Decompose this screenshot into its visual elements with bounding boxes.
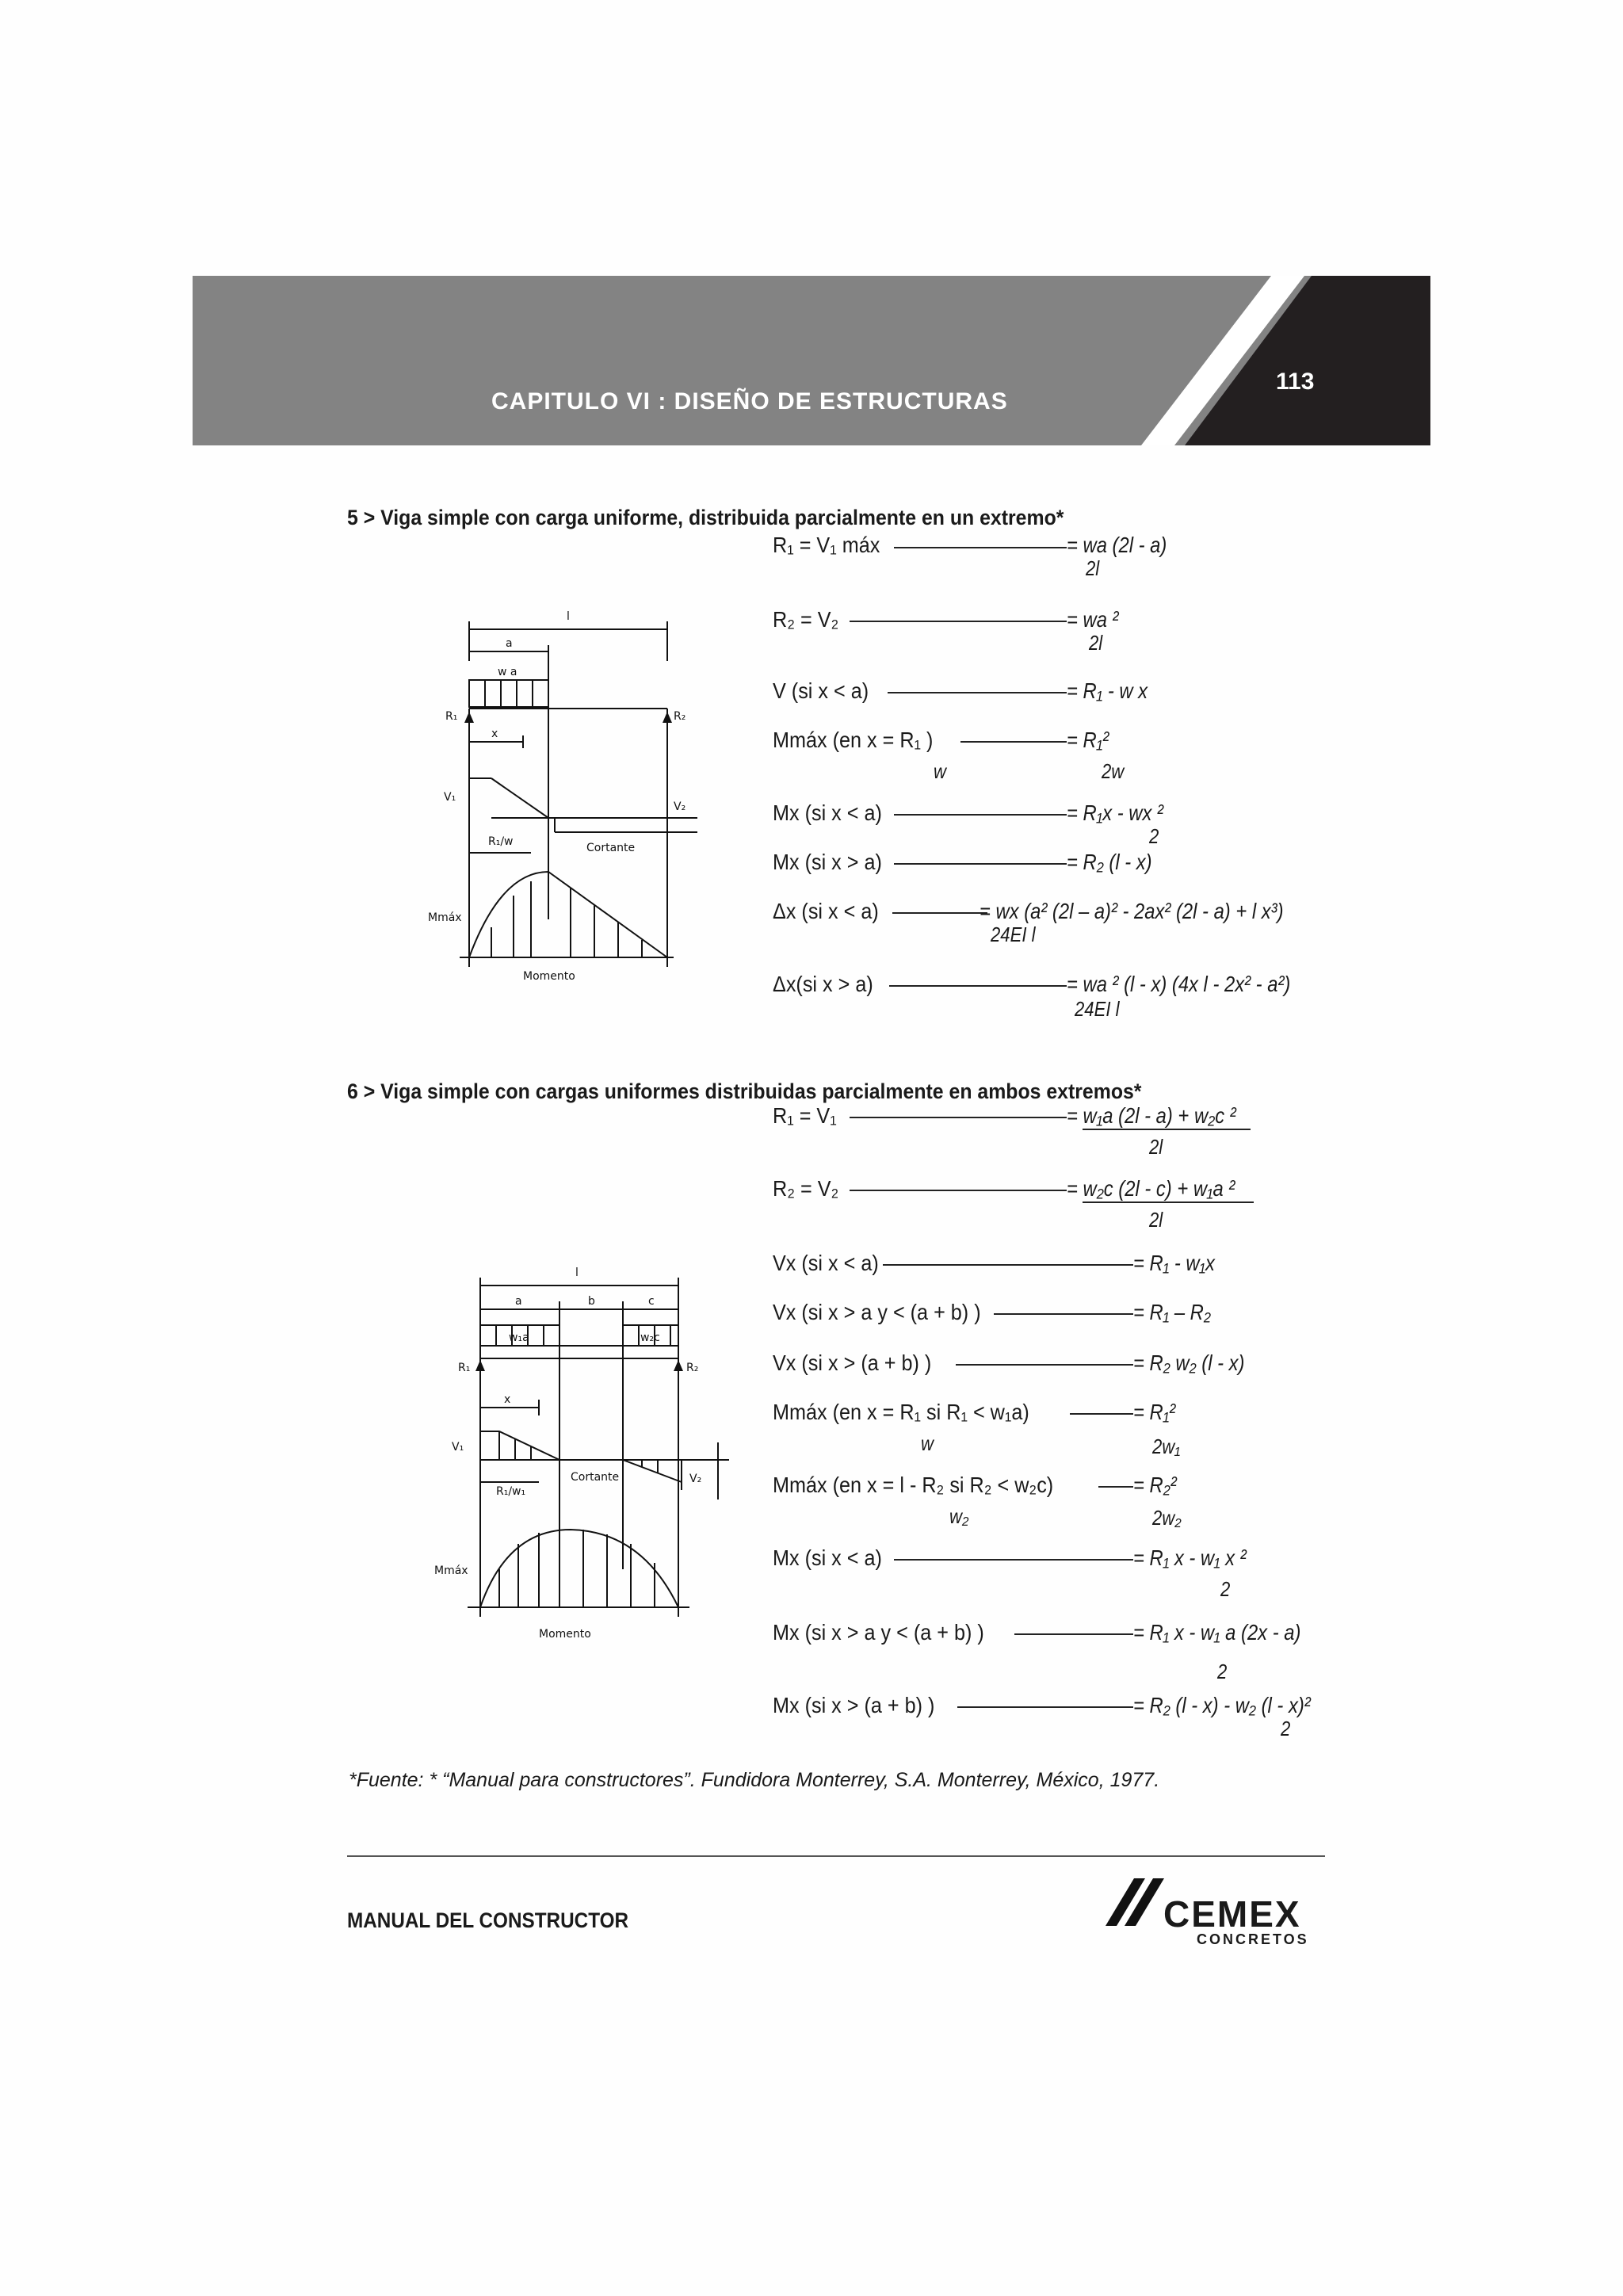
footer-divider xyxy=(347,1855,1325,1857)
s5-formula-result: = wa (2l - a) xyxy=(1067,533,1167,557)
s5-formula-denominator: 2l xyxy=(1086,556,1100,580)
s5-formula-denominator: 2 xyxy=(1149,824,1159,848)
dim-x-label: x xyxy=(504,1393,511,1406)
s5-formula-denominator: 2l xyxy=(1089,631,1103,655)
brand-logo-subtitle: CONCRETOS xyxy=(1197,1931,1309,1947)
s6-formula-label: Vx (si x < a) xyxy=(773,1251,879,1275)
s5-formula-label: Mx (si x > a) xyxy=(773,850,882,874)
s6-formula-denominator: 2w₁ xyxy=(1152,1435,1181,1458)
fraction-bar xyxy=(1083,1201,1254,1203)
dim-l-label: l xyxy=(567,610,570,623)
s5-formula-label: R₂ = V₂ xyxy=(773,607,839,632)
shear-diagram-label: Cortante xyxy=(586,842,636,854)
leader-line xyxy=(894,814,1067,816)
section-5-heading: 5 > Viga simple con carga uniforme, distribuida parcialmente en un extremo* xyxy=(347,506,1064,529)
s6-formula-result: = R₁ x - w₁ x ² xyxy=(1133,1545,1247,1570)
s6-formula-label: R₁ = V₁ xyxy=(773,1103,837,1128)
s6-formula-denominator: 2l xyxy=(1149,1135,1163,1159)
moment-diagram-label: Momento xyxy=(539,1628,591,1641)
reaction-r2-label: R₂ xyxy=(686,1362,699,1374)
cemex-logo-icon xyxy=(1106,1878,1169,1926)
dim-l-label: l xyxy=(575,1266,579,1279)
leader-line xyxy=(960,741,1067,743)
s6-formula-label: Mmáx (en x = R₁ si R₁ < w₁a) xyxy=(773,1400,1029,1424)
leader-line xyxy=(883,1264,1133,1266)
s6-formula-result: = R₂² xyxy=(1133,1473,1177,1497)
s5-formula-label: R₁ = V₁ máx xyxy=(773,533,880,557)
s6-formula-denominator: 2 xyxy=(1281,1717,1291,1740)
shear-v2-label: V₂ xyxy=(674,800,686,813)
s6-formula-label-denominator: w xyxy=(921,1431,934,1455)
s5-formula-label: Mmáx (en x = R₁ ) xyxy=(773,728,934,752)
s6-formula-label: Vx (si x > a y < (a + b) ) xyxy=(773,1300,981,1324)
load-w2c-label: w₂c xyxy=(640,1331,660,1344)
s6-formula-result: = w₁a (2l - a) + w₂c ² xyxy=(1067,1103,1236,1128)
dim-a-label: a xyxy=(506,637,513,650)
mmax-label: Mmáx xyxy=(428,911,462,924)
s5-formula-label: Mx (si x < a) xyxy=(773,800,882,825)
leader-line xyxy=(850,1190,1067,1191)
s6-formula-label: Mmáx (en x = l - R₂ si R₂ < w₂c) xyxy=(773,1473,1054,1497)
s6-formula-result: = R₁² xyxy=(1133,1400,1176,1424)
source-note: *Fuente: * “Manual para constructores”. Fundidora Monterrey, S.A. Monterrey, México, 1977. xyxy=(349,1769,1160,1791)
s5-formula-label-denominator: w xyxy=(934,759,946,783)
s5-formula-result: = wa ² xyxy=(1067,607,1119,632)
s6-formula-denominator: 2 xyxy=(1217,1660,1228,1683)
leader-line xyxy=(956,1364,1133,1366)
chapter-title: CAPITULO VI : DISEÑO DE ESTRUCTURAS xyxy=(491,388,1008,415)
section-6-heading: 6 > Viga simple con cargas uniformes distribuidas parcialmente en ambos extremos* xyxy=(347,1079,1142,1103)
s5-formula-denominator: 24EI l xyxy=(1075,997,1120,1021)
s6-formula-result: = R₁ – R₂ xyxy=(1133,1300,1211,1324)
s5-formula-label: Δx (si x < a) xyxy=(773,899,879,923)
s6-formula-label: Mx (si x > a y < (a + b) ) xyxy=(773,1620,984,1645)
s5-formula-result: = wa ² (l - x) (4x l - 2x² - a²) xyxy=(1067,972,1291,996)
s6-formula-denominator: 2w₂ xyxy=(1152,1506,1182,1530)
dim-a-label: a xyxy=(515,1295,522,1308)
leader-line xyxy=(850,621,1067,622)
s6-formula-label: R₂ = V₂ xyxy=(773,1176,839,1201)
s5-formula-label: V (si x < a) xyxy=(773,678,869,703)
brand-logo-wordmark: CEMEX xyxy=(1163,1893,1301,1935)
r1-over-w-label: R₁/w xyxy=(488,835,514,848)
s5-formula-result: = R₁² xyxy=(1067,728,1109,752)
s6-formula-label-denominator: w₂ xyxy=(949,1504,969,1528)
s6-formula-denominator: 2l xyxy=(1149,1208,1163,1232)
s5-formula-result: = R₁ - w x xyxy=(1067,678,1148,703)
mmax-label: Mmáx xyxy=(434,1564,468,1577)
s5-formula-denominator: 24EI l xyxy=(991,923,1036,946)
s5-formula-result: = R₂ (l - x) xyxy=(1067,850,1152,874)
leader-line xyxy=(888,692,1067,693)
leader-line xyxy=(1098,1486,1133,1488)
leader-line xyxy=(1014,1633,1133,1635)
s6-formula-label: Vx (si x > (a + b) ) xyxy=(773,1350,932,1375)
leader-line xyxy=(957,1706,1133,1708)
leader-line xyxy=(889,985,1067,987)
header-stripe-graphic xyxy=(1125,276,1430,445)
leader-line xyxy=(994,1313,1133,1315)
shear-v2-label: V₂ xyxy=(689,1473,702,1485)
page-number: 113 xyxy=(1276,369,1315,395)
r1-over-w1-label: R₁/w₁ xyxy=(496,1485,526,1498)
reaction-r1-label: R₁ xyxy=(458,1362,471,1374)
s6-formula-result: = R₁ x - w₁ a (2x - a) xyxy=(1133,1620,1301,1645)
fraction-bar xyxy=(1083,1129,1251,1130)
load-label: w a xyxy=(498,666,517,678)
s6-formula-label: Mx (si x < a) xyxy=(773,1545,882,1570)
s6-formula-result: = R₂ w₂ (l - x) xyxy=(1133,1350,1245,1375)
leader-line xyxy=(892,912,987,914)
s5-formula-denominator: 2w xyxy=(1102,759,1125,783)
leader-line xyxy=(894,863,1067,865)
dim-x-label: x xyxy=(491,728,498,740)
beam-diagram-2 xyxy=(412,1252,729,1664)
leader-line xyxy=(894,1559,1133,1561)
leader-line xyxy=(1070,1413,1133,1415)
s6-formula-denominator: 2 xyxy=(1220,1577,1231,1601)
dim-c-label: c xyxy=(648,1295,655,1308)
reaction-r2-label: R₂ xyxy=(674,710,686,723)
footer-title: MANUAL DEL CONSTRUCTOR xyxy=(347,1908,629,1932)
s5-formula-label: Δx(si x > a) xyxy=(773,972,873,996)
shear-v1-label: V₁ xyxy=(444,791,456,804)
dim-b-label: b xyxy=(588,1295,595,1308)
s5-formula-result: = R₁x - wx ² xyxy=(1067,800,1163,825)
s6-formula-result: = R₂ (l - x) - w₂ (l - x)² xyxy=(1133,1693,1311,1717)
leader-line xyxy=(850,1117,1067,1118)
moment-diagram-label: Momento xyxy=(523,970,575,983)
s6-formula-label: Mx (si x > (a + b) ) xyxy=(773,1693,935,1717)
beam-diagram-1 xyxy=(412,602,713,983)
shear-diagram-label: Cortante xyxy=(571,1471,620,1484)
leader-line xyxy=(894,547,1067,548)
s6-formula-result: = R₁ - w₁x xyxy=(1133,1251,1215,1275)
reaction-r1-label: R₁ xyxy=(445,710,458,723)
shear-v1-label: V₁ xyxy=(452,1441,464,1454)
s6-formula-result: = w₂c (2l - c) + w₁a ² xyxy=(1067,1176,1235,1201)
s5-formula-result: = wx (a² (2l – a)² - 2ax² (2l - a) + l x³) xyxy=(980,899,1284,923)
load-w1a-label: w₁a xyxy=(509,1331,529,1344)
